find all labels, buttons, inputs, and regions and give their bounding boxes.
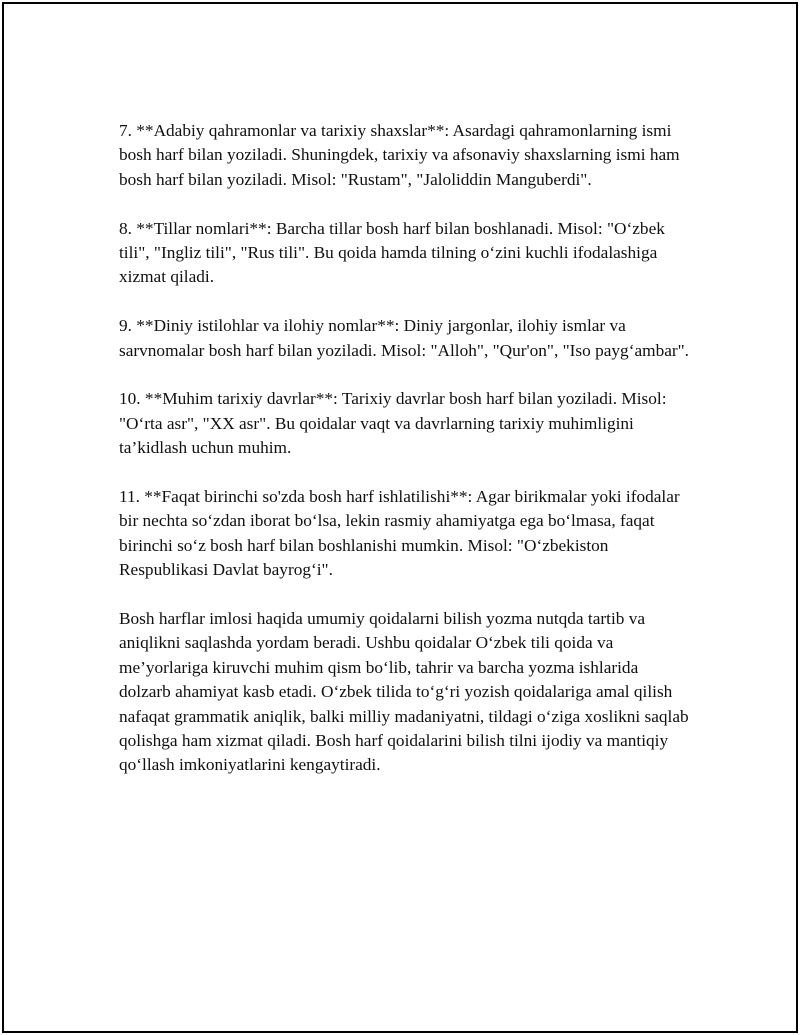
document-body: [119, 119, 694, 802]
paragraph-xulosa: Bosh harflar imlosi haqida umumiy qoidalarni bilish yozma nutqda tartib va aniqlikni saqlashda yordam beradi. Ushbu qoidalar O‘zbek tili qoida va me’yorlariga kiruvchi muhim qism bo‘lib, tahrir va barcha yozma ishlarida dolzarb ahamiyat kasb etadi. O‘zbek tilida to‘g‘ri yozish qoidalariga amal qilish nafaqat grammatik aniqlik, balki milliy madaniyatni, tildagi o‘ziga xoslikni saqlab qolishga ham xizmat qiladi. Bosh harf qoidalarini bilish tilni ijodiy va mantiqiy qo‘llash imkoniyatlarini kengaytiradi.: [119, 609, 689, 775]
document-page: [2, 2, 798, 1033]
paragraph-tarixiy-davrlar: 10. **Muhim tarixiy davrlar**: Tarixiy davrlar bosh harf bilan yoziladi. Misol: "O‘rta asr", "XX asr". Bu qoidalar vaqt va davrlarning tarixiy muhimligini ta’kidlash uchun muhim.: [119, 389, 667, 458]
paragraph-adabiy-qahramonlar: 7. **Adabiy qahramonlar va tarixiy shaxslar**: Asardagi qahramonlarning ismi bosh harf bilan yoziladi. Shuningdek, tarixiy va afsonaviy shaxslarning ismi ham bosh harf bilan yoziladi. Misol: "Rustam", "Jaloliddin Manguberdi".: [119, 121, 680, 189]
paragraph-birinchi-sozda-bosh-harf: 11. **Faqat birinchi so'zda bosh harf ishlatilishi**: Agar birikmalar yoki ifodalar bir nechta so‘zdan iborat bo‘lsa, lekin rasmiy ahamiyatga ega bo‘lmasa, faqat birinchi so‘z bosh harf bilan boshlanishi mumkin. Misol: "O‘zbekiston Respublikasi Davlat bayrog‘i".: [119, 487, 680, 580]
paragraph-diniy-istilohlar: 9. **Diniy istilohlar va ilohiy nomlar**: Diniy jargonlar, ilohiy ismlar va sarvnomalar bosh harf bilan yoziladi. Misol: "Alloh", "Qur'on", "Iso payg‘ambar".: [119, 316, 690, 360]
paragraph-tillar-nomlari: 8. **Tillar nomlari**: Barcha tillar bosh harf bilan boshlanadi. Misol: "O‘zbek tili", "Ingliz tili", "Rus tili". Bu qoida hamda tilning o‘zini kuchli ifodalashiga xizmat qiladi.: [119, 218, 665, 287]
